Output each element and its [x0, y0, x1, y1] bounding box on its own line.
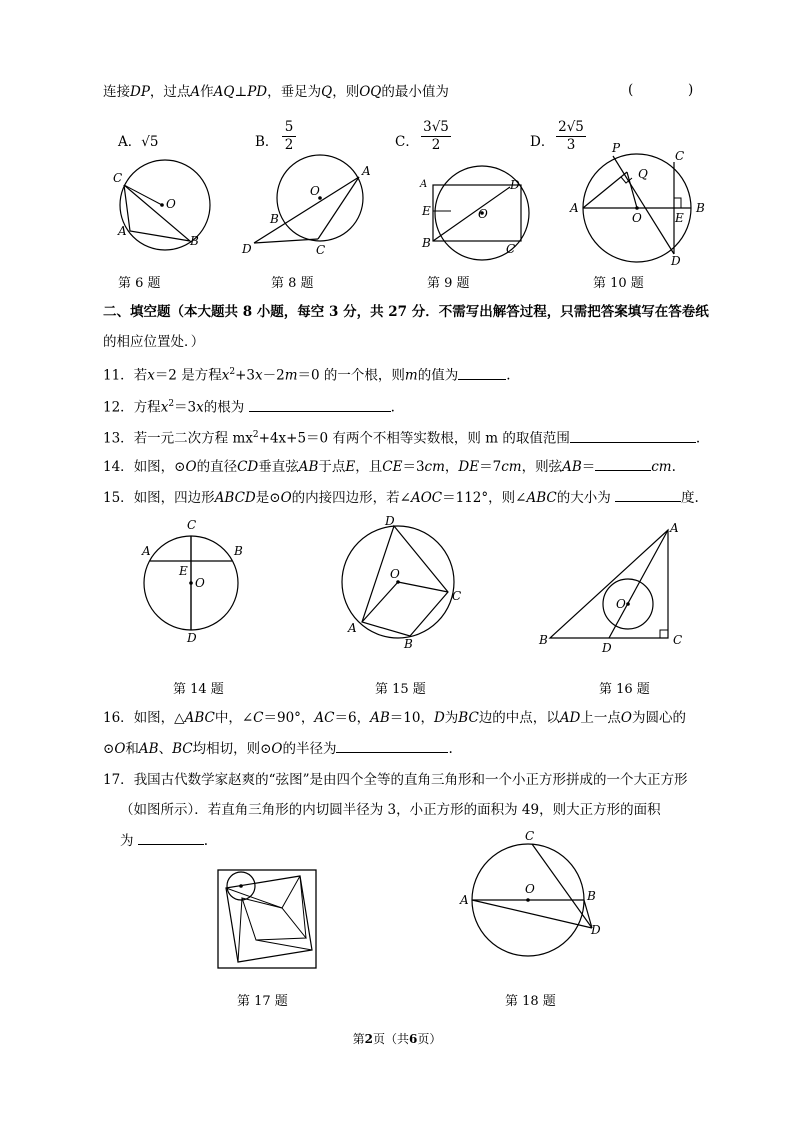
figure-q9: [418, 155, 523, 260]
svg-text:D: D: [187, 631, 197, 645]
svg-text:B: B: [539, 633, 548, 647]
q12: 12．方程$x^2=3x$的根为 .: [103, 394, 395, 418]
svg-text:D: D: [385, 514, 395, 528]
option-b-label[interactable]: B．: [255, 134, 279, 150]
page-footer: 第2页（共6页）: [352, 1032, 442, 1046]
svg-text:C: C: [506, 242, 516, 256]
figure-q14: [137, 515, 257, 645]
svg-text:A: A: [142, 544, 151, 558]
option-a[interactable]: A．√5: [118, 134, 159, 150]
svg-text:O: O: [390, 567, 400, 581]
q16-line1: 16．如图，△ABC中，∠C＝90°，AC＝6，AB＝10，D为BC边的中点，以AD上一点O为圆心的: [103, 710, 686, 726]
option-d-label[interactable]: D．: [530, 134, 555, 150]
q15-answer-blank[interactable]: [615, 487, 681, 502]
svg-text:A: A: [348, 621, 357, 635]
section2-heading-cont: 的相应位置处．）: [103, 334, 205, 350]
svg-text:O: O: [632, 211, 642, 225]
caption-q18: 第 18 题: [505, 994, 556, 1009]
caption-q8: 第 8 题: [271, 276, 314, 291]
q6-triangle: [124, 185, 190, 241]
option-c-label[interactable]: C．: [395, 134, 419, 150]
svg-text:C: C: [452, 589, 462, 603]
svg-text:D: D: [602, 641, 612, 655]
figure-q6: [110, 155, 220, 255]
svg-text:B: B: [190, 234, 199, 248]
svg-text:O: O: [478, 207, 488, 221]
q17-line3: 为 .: [120, 830, 208, 851]
q17-line2: （如图所示）．若直角三角形的内切圆半径为 3，小正方形的面积为 49，则大正方形的面积: [120, 802, 661, 818]
q16-answer-blank[interactable]: [336, 738, 448, 753]
svg-text:B: B: [270, 212, 279, 226]
option-b-fraction: $\frac{5}{2}$: [282, 119, 296, 154]
svg-text:C: C: [187, 518, 197, 532]
answer-paren-close: ): [688, 82, 694, 98]
caption-q6: 第 6 题: [118, 276, 161, 291]
svg-text:O: O: [525, 882, 535, 896]
q13: 13．若一元二次方程 $mx^2+4x+5=0$ 有两个不相等实数根，则 m 的取值范围 .: [103, 425, 700, 449]
svg-text:A: A: [570, 201, 579, 215]
caption-q10: 第 10 题: [593, 276, 644, 291]
svg-text:C: C: [316, 243, 326, 257]
q16-line2: ⊙O和AB、BC均相切，则⊙O的半径为 .: [103, 738, 453, 759]
option-d-fraction: $\frac{2√5}{3}$: [556, 119, 586, 154]
svg-text:P: P: [612, 141, 621, 155]
figure-q17: [216, 868, 321, 973]
svg-text:E: E: [179, 564, 188, 578]
q10-stem: 连接DP，过点A作AQ⊥PD，垂足为Q，则OQ的最小值为: [103, 84, 449, 100]
svg-text:B: B: [234, 544, 243, 558]
q11-answer-blank[interactable]: [458, 365, 506, 380]
section2-heading: 二、填空题（本大题共 8 小题，每空 3 分，共 27 分．不需写出解答过程，只需把答案填写在答卷纸: [103, 304, 709, 320]
svg-text:C: C: [113, 171, 123, 185]
svg-text:B: B: [422, 236, 431, 250]
svg-text:C: C: [525, 829, 535, 843]
q6-center-dot: [160, 203, 164, 207]
svg-text:A: A: [670, 521, 679, 535]
option-c-fraction: $\frac{3√5}{2}$: [421, 119, 451, 154]
caption-q17: 第 17 题: [237, 994, 288, 1009]
q13-answer-blank[interactable]: [570, 428, 696, 443]
caption-q15: 第 15 题: [375, 682, 426, 697]
svg-text:D: D: [591, 923, 601, 937]
svg-text:B: B: [404, 637, 413, 651]
q11: 11．若x＝2 是方程$x^2+3x-2m=0$ 的一个根，则m的值为 .: [103, 362, 511, 386]
figure-q8: [238, 155, 378, 260]
svg-text:A: A: [460, 893, 469, 907]
q17-answer-blank[interactable]: [138, 830, 204, 845]
svg-text:A: A: [118, 224, 127, 238]
svg-text:E: E: [422, 204, 431, 218]
svg-text:O: O: [166, 197, 176, 211]
figure-q10: [565, 140, 715, 270]
q15: 15．如图，四边形ABCD是⊙O的内接四边形，若∠AOC＝112°，则∠ABC的大小为 度.: [103, 487, 699, 508]
svg-text:C: C: [675, 149, 685, 163]
svg-text:O: O: [616, 597, 626, 611]
figure-q15: [340, 510, 470, 651]
answer-paren-open: (: [628, 82, 634, 98]
q12-answer-blank[interactable]: [249, 397, 391, 412]
q14-answer-blank[interactable]: [595, 456, 651, 471]
svg-text:B: B: [587, 889, 596, 903]
caption-q16: 第 16 题: [599, 682, 650, 697]
svg-text:D: D: [242, 242, 252, 256]
caption-q9: 第 9 题: [427, 276, 470, 291]
svg-text:A: A: [362, 164, 371, 178]
figure-q16: [536, 520, 696, 655]
svg-text:A: A: [420, 179, 428, 190]
caption-q14: 第 14 题: [173, 682, 224, 697]
svg-text:O: O: [195, 576, 205, 590]
svg-text:Q: Q: [638, 167, 648, 181]
svg-text:B: B: [696, 201, 705, 215]
figure-q18: [455, 828, 605, 968]
svg-text:E: E: [675, 211, 684, 225]
q14: 14．如图，⊙O的直径CD垂直弦AB于点E，且CE＝3cm，DE＝7cm，则弦AB＝ cm.: [103, 456, 676, 477]
svg-text:O: O: [310, 184, 320, 198]
svg-text:C: C: [673, 633, 683, 647]
svg-text:D: D: [671, 254, 681, 268]
q17-line1: 17．我国古代数学家赵爽的“弦图”是由四个全等的直角三角形和一个小正方形拼成的一个大正方形: [103, 772, 688, 788]
svg-text:D: D: [510, 178, 520, 192]
